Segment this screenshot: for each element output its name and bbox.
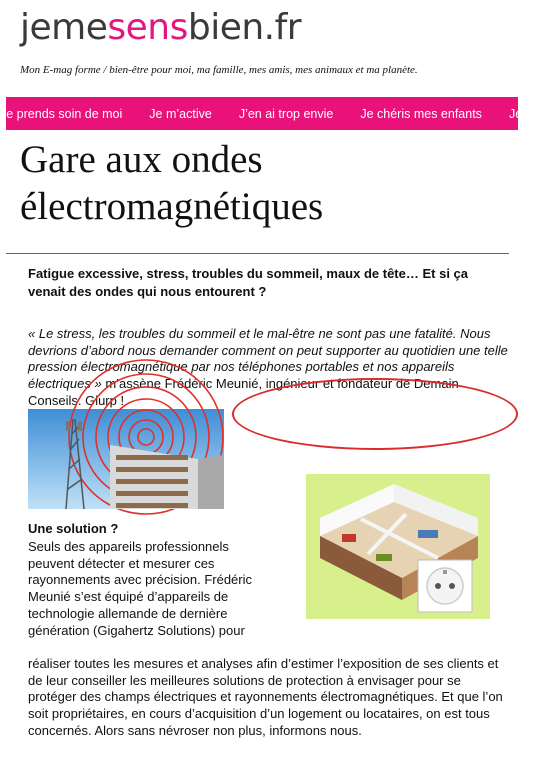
- antenna-building-image: [28, 409, 224, 509]
- logo-part-1: jeme: [20, 7, 108, 48]
- nav-item[interactable]: Je p: [508, 106, 533, 121]
- quote-attribution: m’assène Frédéric Meunié, ingénieur et fondateur de Demain Conseils. Glurp !: [28, 376, 459, 408]
- title-divider: [6, 253, 509, 254]
- apartment-plan-image: [306, 474, 490, 619]
- nav-item[interactable]: Je chéris mes enfants: [360, 106, 482, 121]
- main-nav: [0, 97, 533, 130]
- solution-text-full: réaliser toutes les mesures et analyses afin d’estimer l’exposition de ses clients et de leur conseiller les meilleures solutions de protection à envisager pour se protéger des champs électriques et rayonnements électromagnétiques. Et que l’on soit propriétaires, en cours d’acquisition d’un logement ou locataires, on est tous concernés. Alors sans névroser non plus, informons nous.: [28, 656, 503, 738]
- quote-text: « Le stress, les troubles du sommeil et le mal-être ne sont pas une fatalité. Nous devrions d’abord nous demander comment on peut supporter au quotidien une telle pression électromagnétique par nos téléphones portables et nos appareils électriques »: [28, 326, 508, 392]
- nav-item[interactable]: J’en ai trop envie: [238, 106, 334, 121]
- logo-part-2: sens: [107, 7, 188, 48]
- nav-item[interactable]: Je prends soin de moi: [0, 106, 123, 121]
- section-heading-solution: Une solution ?: [28, 521, 119, 536]
- article-title: Gare aux ondes électromagnétiques: [20, 138, 324, 228]
- annotation-ellipse: [232, 378, 518, 450]
- site-tagline: Mon E-mag forme / bien-être pour moi, ma famille, mes amis, mes animaux et ma planète.: [20, 64, 418, 76]
- nav-item[interactable]: Je m’active: [149, 106, 212, 121]
- solution-text-column: Seuls des appareils professionnels peuvent détecter et mesurer ces rayonnements avec précision. Frédéric Meunié s’est équipé d’appareils de technologie allemande de dernière génération (Gigahertz Solutions) pour: [28, 539, 252, 638]
- nav-list: [0, 97, 560, 130]
- site-logo[interactable]: [20, 6, 301, 50]
- article-lead: Fatigue excessive, stress, troubles du sommeil, maux de tête… Et si ça venait des ondes qui nous entourent ?: [28, 266, 469, 299]
- logo-part-3: bien.fr: [187, 7, 302, 48]
